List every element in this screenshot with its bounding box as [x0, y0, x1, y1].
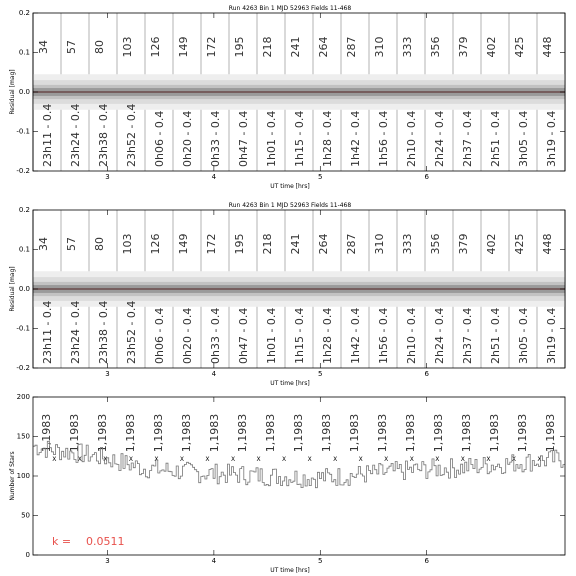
field-label: 379 [457, 36, 470, 58]
field-label: 310 [373, 233, 386, 255]
residual-panel-middle [9, 202, 566, 387]
marker: X [486, 455, 491, 463]
y-tick-label: 0 [25, 551, 30, 559]
marker: X [435, 455, 440, 463]
field-label: 356 [429, 233, 442, 255]
x-tick-label: 6 [424, 173, 429, 181]
position-label: 0h06 - 0.4 [153, 307, 166, 364]
marker: X [128, 455, 133, 463]
position-label: 0h33 - 0.4 [209, 307, 222, 364]
marker: X [537, 455, 542, 463]
position-label: 3h05 - 0.4 [517, 307, 530, 364]
position-label: 0h20 - 0.4 [181, 110, 194, 167]
k-label: k = [52, 535, 72, 548]
field-label: 379 [457, 233, 470, 255]
position-label: 2h51 - 0.4 [489, 110, 502, 167]
field-label: 402 [485, 36, 498, 58]
position-label: 1h42 - 0.4 [349, 110, 362, 167]
column-label: 1,1983 [516, 413, 529, 453]
column-label: 1,1983 [432, 413, 445, 453]
field-label: 195 [233, 36, 246, 58]
y-tick-label: 200 [16, 393, 30, 401]
column-label: 1,1983 [488, 413, 501, 453]
field-label: 333 [401, 233, 414, 255]
position-label: 23h11 - 0.4 [41, 103, 54, 167]
y-tick-label: 0.0 [18, 285, 30, 293]
position-label: 0h47 - 0.4 [237, 307, 250, 364]
column-label: 1,1983 [292, 413, 305, 453]
position-label: 0h06 - 0.4 [153, 110, 166, 167]
marker: X [205, 455, 210, 463]
marker: X [77, 455, 82, 463]
position-label: 2h24 - 0.4 [433, 307, 446, 364]
x-tick-label: 6 [424, 557, 429, 565]
column-label: 1,1983 [376, 413, 389, 453]
marker: X [282, 455, 287, 463]
y-tick-label: 0.2 [18, 206, 30, 214]
position-label: 23h52 - 0.4 [125, 103, 138, 167]
field-label: 241 [289, 36, 302, 58]
y-tick-label: -0.2 [16, 167, 30, 175]
x-axis-label: UT time [hrs] [270, 183, 310, 190]
x-tick-label: 5 [318, 557, 323, 565]
star-count-panel [9, 393, 565, 574]
column-label: 1,1983 [460, 413, 473, 453]
field-label: 425 [513, 233, 526, 255]
y-tick-label: 0.2 [18, 9, 30, 17]
position-label: 1h15 - 0.4 [293, 307, 306, 364]
field-label: 448 [541, 36, 554, 58]
position-label: 23h24 - 0.4 [69, 300, 82, 364]
field-label: 103 [121, 233, 134, 255]
column-label: 1,1983 [124, 413, 137, 453]
y-axis-label: Residual [mag] [9, 266, 16, 312]
position-label: 2h10 - 0.4 [405, 307, 418, 364]
field-label: 448 [541, 233, 554, 255]
position-label: 1h01 - 0.4 [265, 307, 278, 364]
position-label: 2h24 - 0.4 [433, 110, 446, 167]
field-label: 103 [121, 36, 134, 58]
field-label: 264 [317, 233, 330, 255]
marker: X [384, 455, 389, 463]
field-label: 80 [93, 237, 106, 251]
y-tick-label: -0.2 [16, 364, 30, 372]
column-label: 1,1983 [40, 413, 53, 453]
x-tick-label: 5 [318, 370, 323, 378]
position-label: 2h37 - 0.4 [461, 307, 474, 364]
position-label: 1h01 - 0.4 [265, 110, 278, 167]
position-label: 1h28 - 0.4 [321, 110, 334, 167]
x-tick-label: 4 [211, 370, 217, 378]
y-axis-label: Residual [mag] [9, 69, 16, 115]
column-label: 1,1983 [180, 413, 193, 453]
field-label: 172 [205, 233, 218, 255]
field-label: 34 [37, 40, 50, 54]
field-label: 218 [261, 233, 274, 255]
position-label: 3h19 - 0.4 [545, 110, 558, 167]
position-label: 1h28 - 0.4 [321, 307, 334, 364]
field-label: 333 [401, 36, 414, 58]
field-label: 241 [289, 233, 302, 255]
field-label: 57 [65, 40, 78, 54]
x-axis-label: UT time [hrs] [270, 380, 310, 387]
marker: X [103, 455, 108, 463]
marker: X [52, 455, 57, 463]
y-tick-label: 0.1 [18, 48, 30, 57]
position-label: 1h42 - 0.4 [349, 307, 362, 364]
column-label: 1,1983 [208, 413, 221, 453]
y-tick-label: 0.1 [18, 245, 30, 254]
marker: X [511, 455, 516, 463]
position-label: 0h33 - 0.4 [209, 110, 222, 167]
position-label: 23h38 - 0.4 [97, 300, 110, 364]
position-label: 23h52 - 0.4 [125, 300, 138, 364]
y-axis-label: Number of Stars [9, 451, 16, 501]
field-label: 126 [149, 233, 162, 255]
position-label: 1h15 - 0.4 [293, 110, 306, 167]
field-label: 126 [149, 36, 162, 58]
column-label: 1,1983 [348, 413, 361, 453]
position-label: 0h20 - 0.4 [181, 307, 194, 364]
column-label: 1,1983 [236, 413, 249, 453]
marker: X [230, 455, 236, 463]
field-label: 264 [317, 36, 330, 58]
position-label: 2h51 - 0.4 [489, 307, 502, 364]
position-label: 0h47 - 0.4 [237, 110, 250, 167]
field-label: 425 [513, 36, 526, 58]
y-tick-label: 50 [21, 511, 30, 520]
position-label: 2h37 - 0.4 [461, 110, 474, 167]
panel-title: Run 4263 Bin 1 MJD 52963 Fields 11-468 [228, 202, 352, 209]
column-label: 1,1983 [96, 413, 109, 453]
y-tick-label: -0.1 [16, 324, 30, 333]
residual-panel-top [9, 5, 566, 190]
column-label: 1,1983 [404, 413, 417, 453]
x-tick-label: 6 [424, 370, 429, 378]
position-label: 1h56 - 0.4 [377, 110, 390, 167]
marker: X [154, 455, 159, 463]
field-label: 287 [345, 233, 358, 255]
field-label: 34 [37, 237, 50, 251]
position-label: 1h56 - 0.4 [377, 307, 390, 364]
x-tick-label: 3 [105, 557, 110, 565]
y-tick-label: 0.0 [18, 88, 30, 96]
column-label: 1,1983 [264, 413, 277, 453]
position-label: 23h24 - 0.4 [69, 103, 82, 167]
y-tick-label: -0.1 [16, 127, 30, 136]
marker: X [307, 455, 312, 463]
position-label: 23h11 - 0.4 [41, 300, 54, 364]
position-label: 3h05 - 0.4 [517, 110, 530, 167]
field-label: 287 [345, 36, 358, 58]
position-label: 2h10 - 0.4 [405, 110, 418, 167]
x-tick-label: 5 [318, 173, 323, 181]
field-label: 149 [177, 233, 190, 255]
field-label: 310 [373, 36, 386, 58]
column-label: 1,1983 [68, 413, 81, 453]
marker: X [358, 455, 363, 463]
k-value: 0.0511 [86, 535, 125, 548]
column-label: 1,1983 [320, 413, 333, 453]
marker: X [460, 455, 465, 463]
x-tick-label: 3 [105, 370, 110, 378]
field-label: 402 [485, 233, 498, 255]
position-label: 3h19 - 0.4 [545, 307, 558, 364]
marker: X [409, 455, 414, 463]
marker: X [333, 455, 338, 463]
marker: X [179, 455, 185, 463]
marker: X [256, 455, 261, 463]
field-label: 218 [261, 36, 274, 58]
y-tick-label: 150 [16, 432, 30, 441]
field-label: 57 [65, 237, 78, 251]
x-tick-label: 4 [211, 173, 217, 181]
position-label: 23h38 - 0.4 [97, 103, 110, 167]
x-tick-label: 4 [211, 557, 217, 565]
x-tick-label: 3 [105, 173, 110, 181]
y-tick-label: 100 [16, 472, 30, 480]
field-label: 80 [93, 40, 106, 54]
field-label: 149 [177, 36, 190, 58]
field-label: 172 [205, 36, 218, 58]
panel-title: Run 4263 Bin 1 MJD 52963 Fields 11-468 [228, 5, 352, 12]
field-label: 356 [429, 36, 442, 58]
field-label: 195 [233, 233, 246, 255]
column-label: 1,1983 [544, 413, 557, 453]
x-axis-label: UT time [hrs] [270, 567, 310, 574]
column-label: 1,1983 [152, 413, 165, 453]
